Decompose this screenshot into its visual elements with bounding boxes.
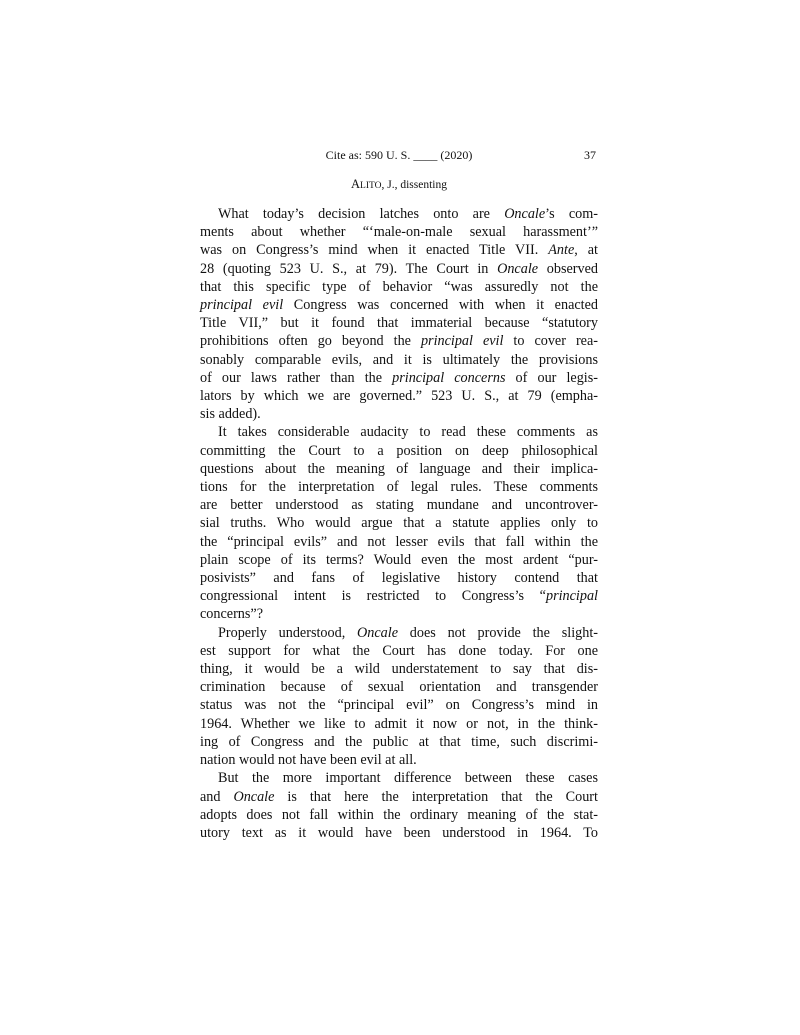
text-line	[200, 715, 598, 733]
text-line	[200, 551, 598, 569]
text-run: to cover rea-	[503, 333, 598, 350]
italic-run: principal	[545, 588, 598, 605]
text-run: Title VII,” but it found that immaterial because “statutory	[200, 315, 598, 332]
text-run: congressional intent is restricted to Congress’s “	[200, 588, 546, 605]
text-run: What today’s decision latches onto are	[218, 206, 505, 222]
italic-run: Oncale	[497, 260, 539, 277]
text-run: 1964. Whether we like to admit it now or not, in the think-	[200, 715, 598, 732]
text-run: status was not the “principal evil” on Congress’s mind in	[200, 697, 598, 714]
text-run: of our legis-	[505, 369, 598, 386]
text-run: 28 (quoting 523 U. S., at 79). The Court in	[200, 260, 498, 277]
text-run: observed	[538, 260, 598, 277]
paragraph	[200, 624, 598, 770]
italic-run: principal evil	[200, 297, 284, 314]
text-line	[200, 533, 598, 551]
text-run: concerns”?	[200, 606, 264, 623]
italic-run: Ante	[548, 242, 575, 259]
text-line	[200, 332, 598, 350]
text-run: prohibitions often go beyond the	[200, 333, 421, 350]
text-line	[200, 824, 598, 842]
text-run: that this specific type of behavior “was assuredly not the	[200, 278, 598, 295]
text-line	[200, 496, 598, 514]
text-run: of our laws rather than the	[200, 369, 393, 386]
text-line	[200, 296, 598, 314]
opinion-body	[200, 205, 598, 842]
text-line	[200, 351, 598, 369]
text-line	[200, 423, 598, 441]
text-line	[200, 751, 598, 769]
text-run: does not provide the slight-	[398, 624, 598, 641]
text-run: Congress was concerned with when it enacted	[283, 297, 598, 314]
text-line	[200, 387, 598, 405]
running-header	[200, 143, 598, 163]
text-run: ments about whether “‘male-on-male sexual harassment’”	[200, 224, 598, 241]
text-run: crimination because of sexual orientation and transgender	[200, 679, 598, 696]
text-run: But the more important difference between these cases	[218, 770, 598, 787]
text-line	[200, 587, 598, 605]
text-line	[200, 314, 598, 332]
text-line	[200, 769, 598, 787]
text-run: nation would not have been evil at all.	[200, 752, 417, 769]
text-run: adopts does not fall within the ordinary meaning of the stat-	[200, 806, 598, 823]
text-run: utory text as it would have been understood in 1964. To	[200, 824, 598, 841]
text-run: ing of Congress and the public at that time, such discrimi-	[200, 733, 598, 750]
text-run: lators by which we are governed.” 523 U. S., at 79 (empha-	[200, 388, 598, 405]
text-run: and	[200, 788, 234, 805]
text-line	[200, 260, 598, 278]
text-line	[200, 478, 598, 496]
text-run: tions for the interpretation of legal rules. These comments	[200, 479, 598, 496]
italic-run: principal concerns	[392, 369, 506, 386]
text-line	[200, 278, 598, 296]
text-run: plain scope of its terms? Would even the most ardent “pur-	[200, 551, 598, 568]
text-line	[200, 642, 598, 660]
text-run: questions about the meaning of language and their implica-	[200, 460, 598, 477]
text-line	[200, 660, 598, 678]
italic-run: Oncale	[233, 788, 275, 805]
text-run: , at	[574, 242, 598, 259]
text-line	[200, 514, 598, 532]
text-run: committing the Court to a position on deep philosophical	[200, 442, 598, 459]
page-number: 37	[584, 148, 596, 162]
text-line	[200, 241, 598, 259]
text-line	[200, 696, 598, 714]
italic-run: principal evil	[420, 333, 504, 350]
text-run: posivists” and fans of legislative history contend that	[200, 570, 598, 587]
text-run: sial truths. Who would argue that a statute applies only to	[200, 515, 598, 532]
opinion-author-header	[200, 177, 598, 193]
paragraph	[200, 205, 598, 423]
citation-header: Cite as: 590 U. S. ____ (2020)	[325, 148, 473, 162]
text-run: sonably comparable evils, and it is ultimately the provisions	[200, 351, 598, 368]
text-line	[200, 678, 598, 696]
text-run: was on Congress’s mind when it enacted Title VII.	[200, 242, 549, 259]
author-suffix: , J., dissenting	[381, 179, 447, 191]
text-run: thing, it would be a wild understatement to say that dis-	[200, 661, 598, 678]
paragraph	[200, 423, 598, 623]
text-run: Properly understood,	[218, 624, 358, 641]
paragraph	[200, 769, 598, 842]
italic-run: Oncale	[357, 624, 399, 641]
text-run: the “principal evils” and not lesser evils that fall within the	[200, 533, 598, 550]
text-line	[200, 205, 598, 223]
text-line	[200, 788, 598, 806]
text-line	[200, 605, 598, 623]
text-line	[200, 733, 598, 751]
text-run: ’s com-	[545, 206, 598, 222]
text-line	[200, 442, 598, 460]
document-page	[200, 143, 598, 842]
author-smallcaps: LITO	[360, 181, 382, 191]
italic-run: Oncale	[504, 206, 546, 222]
text-line	[200, 806, 598, 824]
text-line	[200, 223, 598, 241]
text-line	[200, 460, 598, 478]
text-run: is that here the interpretation that the Court	[274, 788, 598, 805]
author-initial: A	[351, 177, 361, 191]
text-run: are better understood as stating mundane and uncontrover-	[200, 497, 598, 514]
text-run: sis added).	[200, 406, 261, 423]
text-line	[200, 624, 598, 642]
text-line	[200, 369, 598, 387]
text-line	[200, 569, 598, 587]
text-line	[200, 405, 598, 423]
text-run: It takes considerable audacity to read these comments as	[218, 424, 598, 441]
text-run: est support for what the Court has done today. For one	[200, 642, 598, 659]
